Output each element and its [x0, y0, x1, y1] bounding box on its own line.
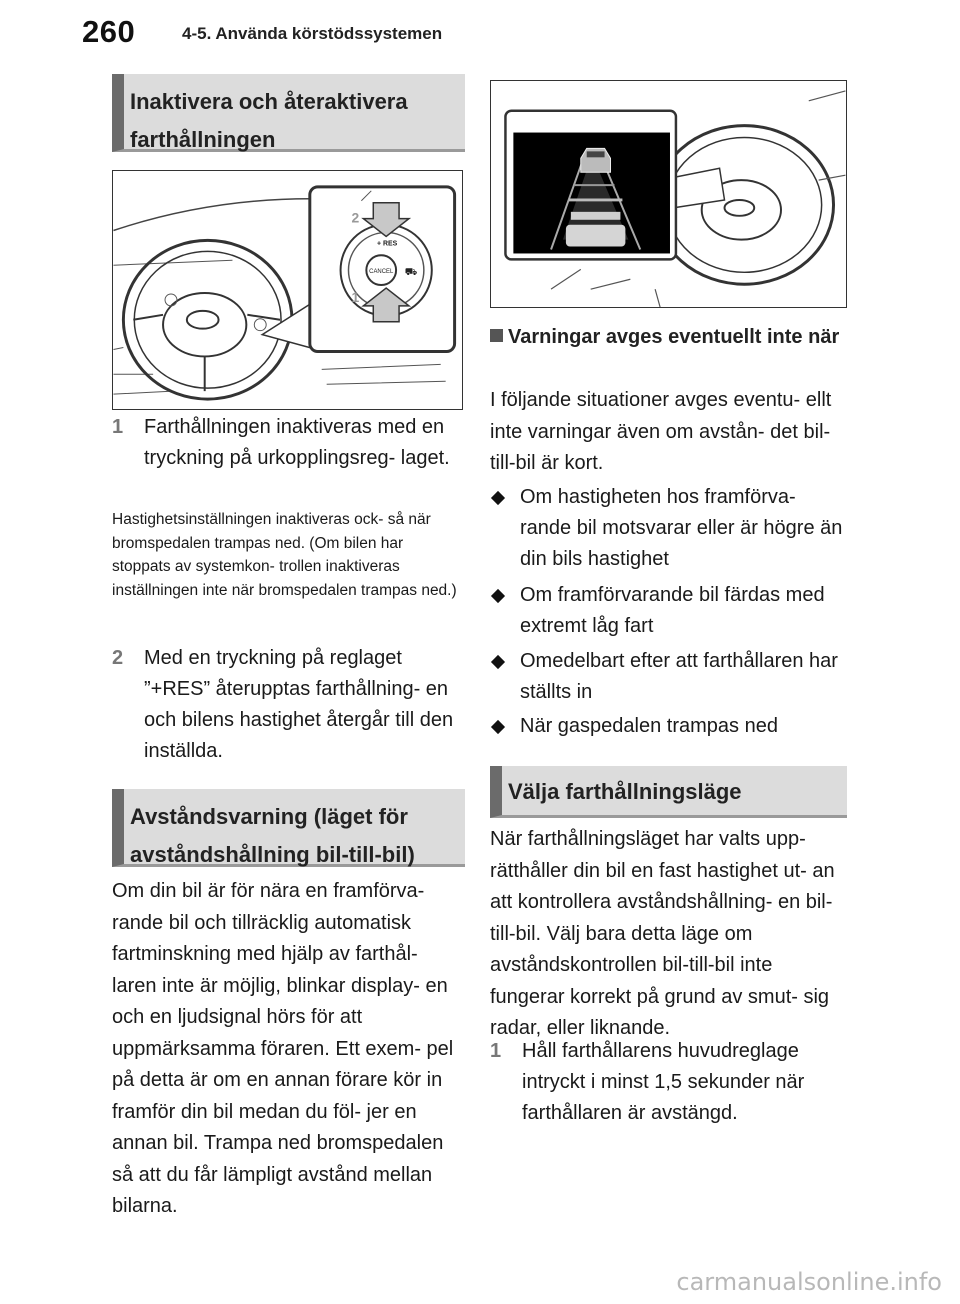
bullet-item: Omedelbart efter att farthållaren har ställts in [490, 646, 847, 708]
cruise-mode-paragraph: När farthållningsläget har valts upp- rätthåller din bil en fast hastighet ut- an att kontrollera avståndshållning- en bil-till-bil. Välj bara detta läge om avståndskontrollen bil-till-bil inte fungerar korrekt på grund av smut- sig radar, eller liknande. [490, 828, 835, 1039]
bullet-item: Om framförvarande bil färdas med extremt låg fart [490, 580, 847, 642]
steering-wheel-illustration [113, 171, 462, 409]
bullet-item: Om hastigheten hos framförva- rande bil motsvarar eller är högre än din bils hastighet [490, 482, 847, 575]
heading-line: avståndshållning bil-till-bil) [130, 842, 415, 867]
step-number: 2 [112, 647, 124, 669]
callout-2: 2 [351, 209, 360, 226]
step-text: Farthållningen inaktiveras med en tryckning på urkopplingsreg- laget. [144, 416, 450, 469]
section-heading-distance-warning [112, 789, 465, 867]
res-label: + RES [377, 240, 398, 248]
dashboard-display-figure [490, 80, 847, 308]
diamond-bullet-icon [491, 491, 505, 505]
bullet-item: När gaspedalen trampas ned [490, 711, 847, 742]
warnings-intro: I följande situationer avges eventu- ellt inte varningar även om avstån- det bil-till-bil är kort. [490, 389, 832, 474]
display-illustration [491, 81, 846, 307]
step-2-resume [112, 643, 462, 767]
section-heading-deactivate [112, 74, 465, 152]
steering-wheel-figure [112, 170, 463, 410]
heading-line: farthållningen [130, 127, 276, 152]
section-header: 4-5. Använda körstödssystemen [182, 24, 443, 43]
heading-line: Inaktivera och återaktivera [130, 89, 408, 114]
watermark: carmanualsonline.info [676, 1268, 942, 1296]
page-number: 260 [82, 14, 136, 49]
step-number: 1 [490, 1040, 502, 1062]
step-text: Med en tryckning på reglaget ”+RES” återupptas farthållning- en och bilens hastighet återgår till den inställda. [144, 647, 454, 762]
svg-text:⛟: ⛟ [404, 267, 418, 279]
warnings-subheading: Varningar avges eventuellt inte när [490, 322, 847, 353]
step-1-deactivate [112, 412, 462, 474]
step-number: 1 [112, 416, 124, 438]
callout-1: 1 [351, 288, 360, 305]
diamond-bullet-icon [491, 589, 505, 603]
square-bullet-icon [490, 329, 503, 342]
step-text: Håll farthållarens huvudreglage intryckt i minst 1,5 sekunder när farthållaren är avstängd. [522, 1040, 805, 1124]
section-heading-cruise-mode: Välja farthållningsläge [490, 766, 847, 818]
distance-warning-paragraph: Om din bil är för nära en framförva- rande bil och tillräcklig automatisk fartminskning med hjälp av farthål- laren inte är möjlig, blinkar display- en och en ljudsignal hörs för att uppmärksamma föraren. Ett exem- pel på detta är om en annan förare kör in framför din bil medan du föl- jer en annan bil. Trampa ned bromspedalen så att du får lämpligt avstånd mellan bilarna. [112, 880, 454, 1217]
heading-line: Avståndsvarning (läget för [130, 804, 408, 829]
diamond-bullet-icon [491, 720, 505, 734]
diamond-bullet-icon [491, 655, 505, 669]
step-1-cruise-mode [490, 1036, 847, 1129]
note-text: Hastighetsinställningen inaktiveras ock- så när bromspedalen trampas ned. (Om bilen har stoppats av systemkon- trollen inaktiveras inställningen inte när bromspedalen trampas ned.) [112, 511, 457, 599]
cancel-label: CANCEL [369, 269, 394, 276]
